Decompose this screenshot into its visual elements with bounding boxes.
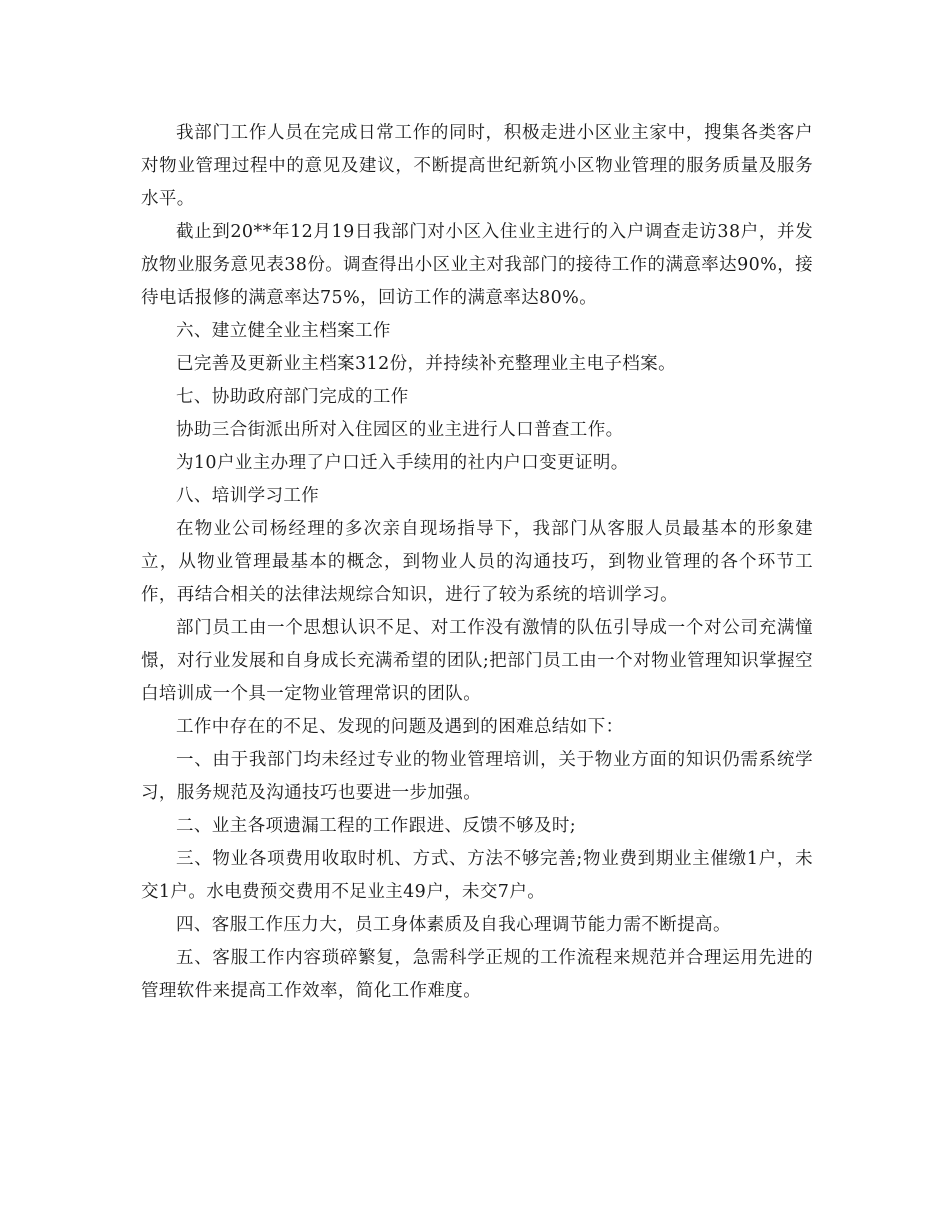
paragraph-survey-results: 截止到20**年12月19日我部门对小区入住业主进行的入户调查走访38户，并发放物业服务意见表38份。调查得出小区业主对我部门的接待工作的满意率达90%，接待电话报修的满意率达75%，回访工作的满意率达80%。 bbox=[141, 222, 813, 308]
paragraph-team-growth: 部门员工由一个思想认识不足、对工作没有激情的队伍引导成一个对公司充满憧憬，对行业发展和自身成长充满希望的团队;把部门员工由一个对物业管理知识掌握空白培训成一个具一定物业管理常识的团队。 bbox=[141, 618, 813, 704]
document-body bbox=[141, 117, 813, 1008]
section-heading-owner-records: 六、建立健全业主档案工作 bbox=[176, 321, 391, 341]
list-item-problem-1: 一、由于我部门均未经过专业的物业管理培训，关于物业方面的知识仍需系统学习，服务规范及沟通技巧也要进一步加强。 bbox=[141, 750, 813, 803]
paragraph-census-assistance: 协助三合街派出所对入住园区的业主进行人口普查工作。 bbox=[176, 420, 624, 440]
list-item-problem-3: 三、物业各项费用收取时机、方式、方法不够完善;物业费到期业主催缴1户，未交1户。水电费预交费用不足业主49户，未交7户。 bbox=[141, 849, 813, 902]
list-item-problem-4: 四、客服工作压力大，员工身体素质及自我心理调节能力需不断提高。 bbox=[176, 915, 731, 935]
list-item-problem-2: 二、业主各项遗漏工程的工作跟进、反馈不够及时; bbox=[176, 816, 577, 836]
paragraph-training-details: 在物业公司杨经理的多次亲自现场指导下，我部门从客服人员最基本的形象建立，从物业管理最基本的概念，到物业人员的沟通技巧，到物业管理的各个环节工作，再结合相关的法律法规综合知识，进行了较为系统的培训学习。 bbox=[141, 519, 813, 605]
paragraph-owner-records: 已完善及更新业主档案312份，并持续补充整理业主电子档案。 bbox=[176, 354, 676, 374]
paragraph-household-registration: 为10户业主办理了户口迁入手续用的社内户口变更证明。 bbox=[176, 453, 629, 473]
section-heading-government-assistance: 七、协助政府部门完成的工作 bbox=[176, 387, 409, 407]
section-heading-training: 八、培训学习工作 bbox=[176, 486, 320, 506]
list-item-problem-5: 五、客服工作内容琐碎繁复，急需科学正规的工作流程来规范并合理运用先进的管理软件来提高工作效率，简化工作难度。 bbox=[141, 948, 813, 1001]
paragraph-problems-summary-intro: 工作中存在的不足、发现的问题及遇到的困难总结如下： bbox=[176, 717, 624, 737]
paragraph-customer-visits-intro: 我部门工作人员在完成日常工作的同时，积极走进小区业主家中，搜集各类客户对物业管理过程中的意见及建议，不断提高世纪新筑小区物业管理的服务质量及服务水平。 bbox=[141, 123, 813, 209]
